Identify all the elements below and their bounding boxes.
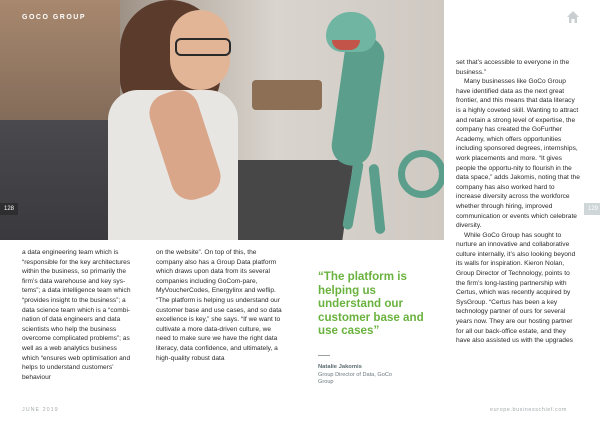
- lamp: [252, 80, 322, 110]
- glasses: [175, 38, 231, 56]
- footer-date: JUNE 2019: [22, 407, 59, 413]
- paragraph: a data engineering team which is “responsible for the key architectures within the business, so primarily the firm’s data warehouse and key sys-tems”; a data intelligence team which “provides insight to the business”; a data science team which is a “combi-nation of data engineers and data scientists who help the business overcome complicated problems”; as well as a web analytics business which “ensures web optimisation and helps to understand customers’ behaviour: [22, 249, 131, 381]
- paragraph: on the website”. On top of this, the company also has a Group Data platform which draws upon data from its several companies including GoCom-pare, MyVoucherCodes, Energylinx and weflip. “The platform is helping us understand our customer base and use cases, and so data excellence is key,” she says. “If we want to cultivate a more data-driven culture, we need to make sure we have the right data literacy, data confidence, and ultimately, a high-quality robust data: [156, 249, 282, 362]
- footer-website[interactable]: europe.businesschief.com: [490, 407, 568, 413]
- laptop: [222, 160, 353, 240]
- chameleon-tail: [398, 150, 444, 198]
- home-icon[interactable]: [566, 10, 580, 24]
- brand-label: GOCO GROUP: [22, 14, 87, 21]
- body-column-b: [156, 248, 282, 363]
- chameleon-leg: [368, 164, 385, 235]
- page-number-left: 128: [0, 203, 18, 215]
- paragraph: While GoCo Group has sought to nurture an innovative and collaborative culture internally, it’s also looking beyond its walls for inspiration. Kieron Nolan, Group Director of Technology, points to the firm’s long-lasting partnership with Certus, which was recently acquired by SysGroup. “Certus has been a key technology partner of ours for several years now. They are our hosting partner for all our back-office estate, and they have also assisted us with the upgrades: [456, 231, 576, 345]
- hero-photo: [0, 0, 444, 240]
- page-number-right: 129: [584, 203, 600, 215]
- quote-attribution-role: Group Director of Data, GoCo Group: [318, 372, 392, 386]
- pull-quote: “The platform is helping us understand our customer base and use cases”: [318, 270, 424, 338]
- body-column-a: [22, 248, 134, 382]
- quote-divider: [318, 355, 330, 356]
- quote-attribution-name: Natalie Jakomis: [318, 364, 362, 370]
- paragraph: set that’s accessible to everyone in the business.”: [456, 59, 570, 76]
- chameleon-body: [329, 34, 387, 168]
- body-column-c: [456, 58, 580, 346]
- paragraph: Many businesses like GoCo Group have identified data as the next great frontier, and this means that data literacy is a highly coveted skill. Wanting to attract and retain a strong level of expertise, the company has created the GoFurther Academy, which offers opportunities including sponsored degrees, internships, work placements and more. “It gives people the opportu-nity to flourish in the data space,” adds Jakomis, noting that the company has also worked hard to increase diversity across the workforce whether through hiring, improved communication or events which celebrate diversity.: [456, 78, 580, 230]
